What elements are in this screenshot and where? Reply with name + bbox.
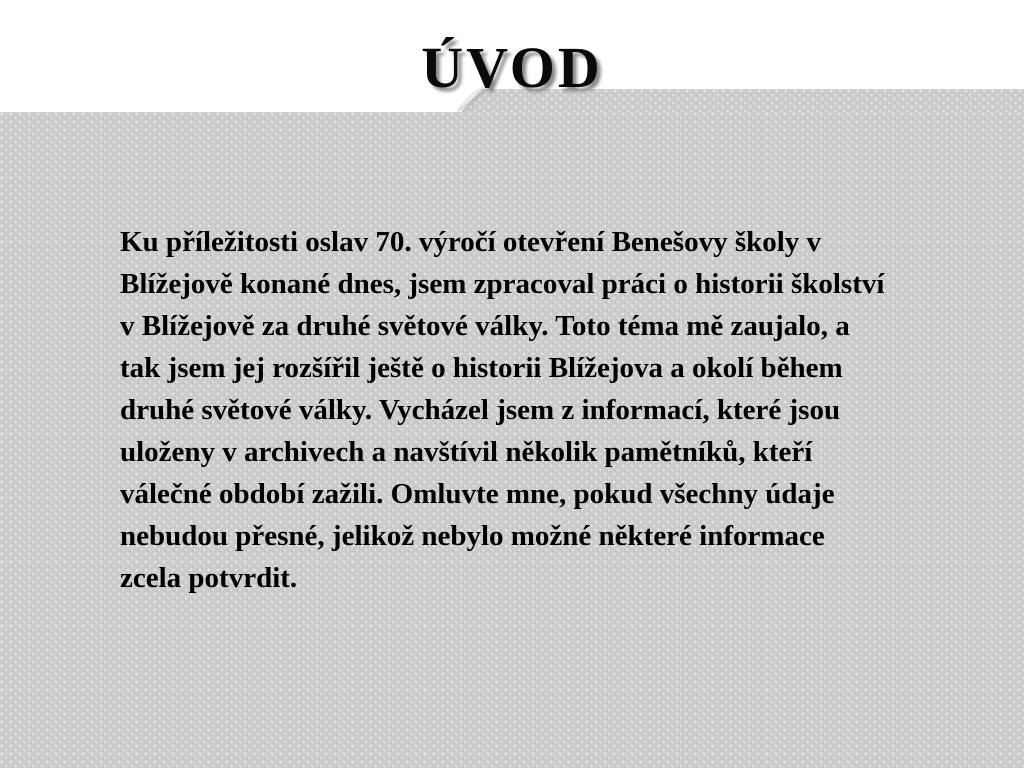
body-line: Ku příležitosti oslav 70. výročí otevření Benešovy školy v [120,226,822,258]
body-line: druhé světové války. Vycházel jsem z informací, které jsou [120,394,841,426]
body-text [120,221,884,599]
slide-title: ÚVOD [421,35,603,100]
body-line: nebudou přesné, jelikož nebylo možné některé informace [120,520,825,552]
body-line: válečné období zažili. Omluvte mne, pokud všechny údaje [120,478,835,510]
body-line: zcela potvrdit. [120,562,298,594]
body-line: uloženy v archivech a navštívil několik pamětníků, kteří [120,436,813,468]
body-line: tak jsem jej rozšířil ještě o historii Blížejova a okolí během [120,352,843,384]
body-line: v Blížejově za druhé světové války. Toto téma mě zaujalo, a [120,310,850,342]
body-line: Blížejově konané dnes, jsem zpracoval práci o historii školství [120,268,885,300]
